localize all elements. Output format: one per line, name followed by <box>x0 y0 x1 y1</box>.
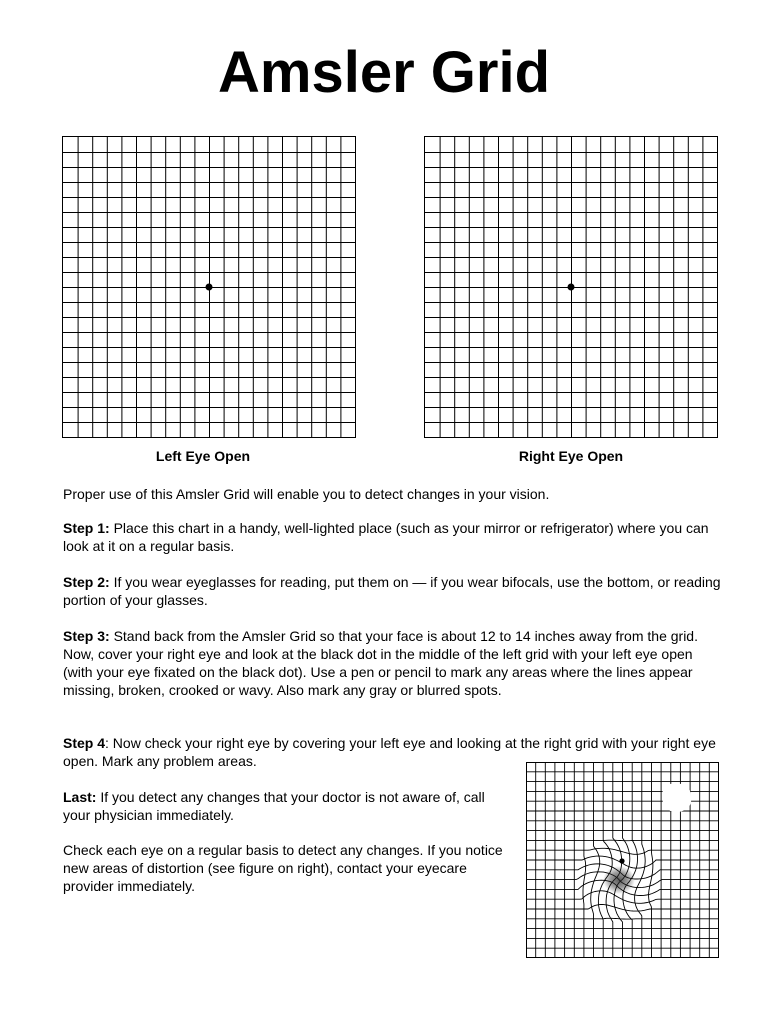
step-4-label: Step 4 <box>63 735 106 751</box>
left-eye-amsler-grid <box>62 136 356 438</box>
step-1-label: Step 1: <box>63 520 110 536</box>
distorted-grid-figure <box>526 762 719 958</box>
right-eye-amsler-grid <box>424 136 718 438</box>
right-eye-caption: Right Eye Open <box>518 448 624 464</box>
check-paragraph: Check each eye on a regular basis to detect any changes. If you notice new areas of distortion (see figure on right), contact your eyecare provider immediately. <box>63 842 503 894</box>
step-2-label: Step 2: <box>63 574 110 590</box>
blurred-gray-spot <box>603 866 635 894</box>
step-3-text: Stand back from the Amsler Grid so that your face is about 12 to 14 inches away from the grid. Now, cover your right eye and look at the black dot in the middle of the left grid with your left eye open (with your eye fixated on the black dot). Use a pen or pencil to mark any areas where the lines appear missing, broken, crooked or wavy. Also mark any gray or blurred spots. <box>63 628 698 698</box>
step-3-paragraph <box>63 627 723 699</box>
right-grid-center-dot <box>568 284 575 291</box>
last-label: Last: <box>63 789 97 805</box>
step-2-paragraph <box>63 573 723 609</box>
step-1-paragraph <box>63 519 723 555</box>
last-paragraph <box>63 788 503 824</box>
page-title: Amsler Grid <box>218 40 550 105</box>
left-grid-lines <box>63 137 355 437</box>
last-text: If you detect any changes that your doctor is not aware of, call your physician immediately. <box>63 789 485 823</box>
left-eye-caption: Left Eye Open <box>155 448 251 464</box>
step-3-label: Step 3: <box>63 628 110 644</box>
step-4-text: : Now check your right eye by covering your left eye and looking at the right grid with your right eye open. Mark any problem areas. <box>63 735 716 769</box>
missing-lines-area <box>662 784 691 812</box>
left-grid-center-dot <box>206 284 213 291</box>
step-1-text: Place this chart in a handy, well-lighted place (such as your mirror or refrigerator) where you can look at it on a regular basis. <box>63 520 709 554</box>
right-grid-lines <box>425 137 717 437</box>
intro-paragraph: Proper use of this Amsler Grid will enable you to detect changes in your vision. <box>63 486 550 502</box>
step-2-text: If you wear eyeglasses for reading, put them on — if you wear bifocals, use the bottom, or reading portion of your glasses. <box>63 574 721 608</box>
distorted-grid-center-dot <box>619 858 624 863</box>
